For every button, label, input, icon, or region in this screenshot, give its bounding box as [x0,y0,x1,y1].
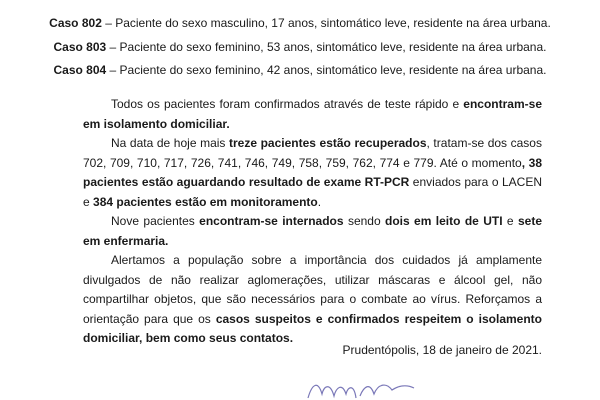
case-item [0,36,600,60]
bold-run: encontram-se em isolamento domiciliar. [83,97,542,131]
text-run: . [317,194,322,209]
place-date: Prudentópolis, 18 de janeiro de 2021. [342,343,542,357]
case-item [0,12,600,36]
case-label: Caso 802 [49,16,102,30]
text-run: enviados para o LACEN e [83,175,542,209]
bold-run: , 38 pacientes estão aguardando resultado de exame RT-PCR [83,155,542,189]
case-description: – Paciente do sexo feminino, 42 anos, sintomático leve, residente na área urbana. [106,63,547,77]
text-run: e [502,214,518,228]
bold-run: encontram-se internados [199,214,344,228]
case-list [0,12,600,83]
signature-image [300,376,420,400]
paragraph-confirmation [83,95,542,134]
bold-run: treze pacientes estão recuperados [229,136,427,150]
bold-run: 384 pacientes estão em monitoramento [93,194,318,209]
paragraph-recovered [83,134,542,212]
case-label: Caso 804 [53,63,107,77]
text-run: Na data de hoje mais [111,136,229,150]
text-run: sendo [343,214,386,228]
case-item [0,59,600,83]
case-description: – Paciente do sexo masculino, 17 anos, sintomático leve, residente na área urbana. [101,16,551,30]
paragraph-alert [83,251,542,349]
document-body [83,95,542,349]
text-run: , tratam-se dos casos 702, 709, 710, 717, 726, 741, 746, 749, 758, 759, 762, 774 e 779. Até o momento [83,136,542,170]
text-run: Alertamos a população sobre a importância dos cuidados já amplamente divulgados de não realizar aglomerações, utilizar máscaras e álcool gel, não compartilhar objetos, que são necessários para o combate ao vírus. Reforçamos a orientação para que os [83,253,542,326]
bold-run: dois em leito de UTI [385,214,503,228]
case-label: Caso 803 [53,39,107,54]
case-description: – Paciente do sexo feminino, 53 anos, sintomático leve, residente na área urbana. [106,39,547,54]
paragraph-hospitalized [83,212,542,251]
bold-run: casos suspeitos e confirmados respeitem o isolamento domiciliar, bem como seus contatos. [83,311,542,345]
bold-run: sete em enfermaria. [83,214,542,248]
text-run: Todos os pacientes foram confirmados através de teste rápido e [111,97,464,111]
text-run: Nove pacientes [111,214,200,228]
